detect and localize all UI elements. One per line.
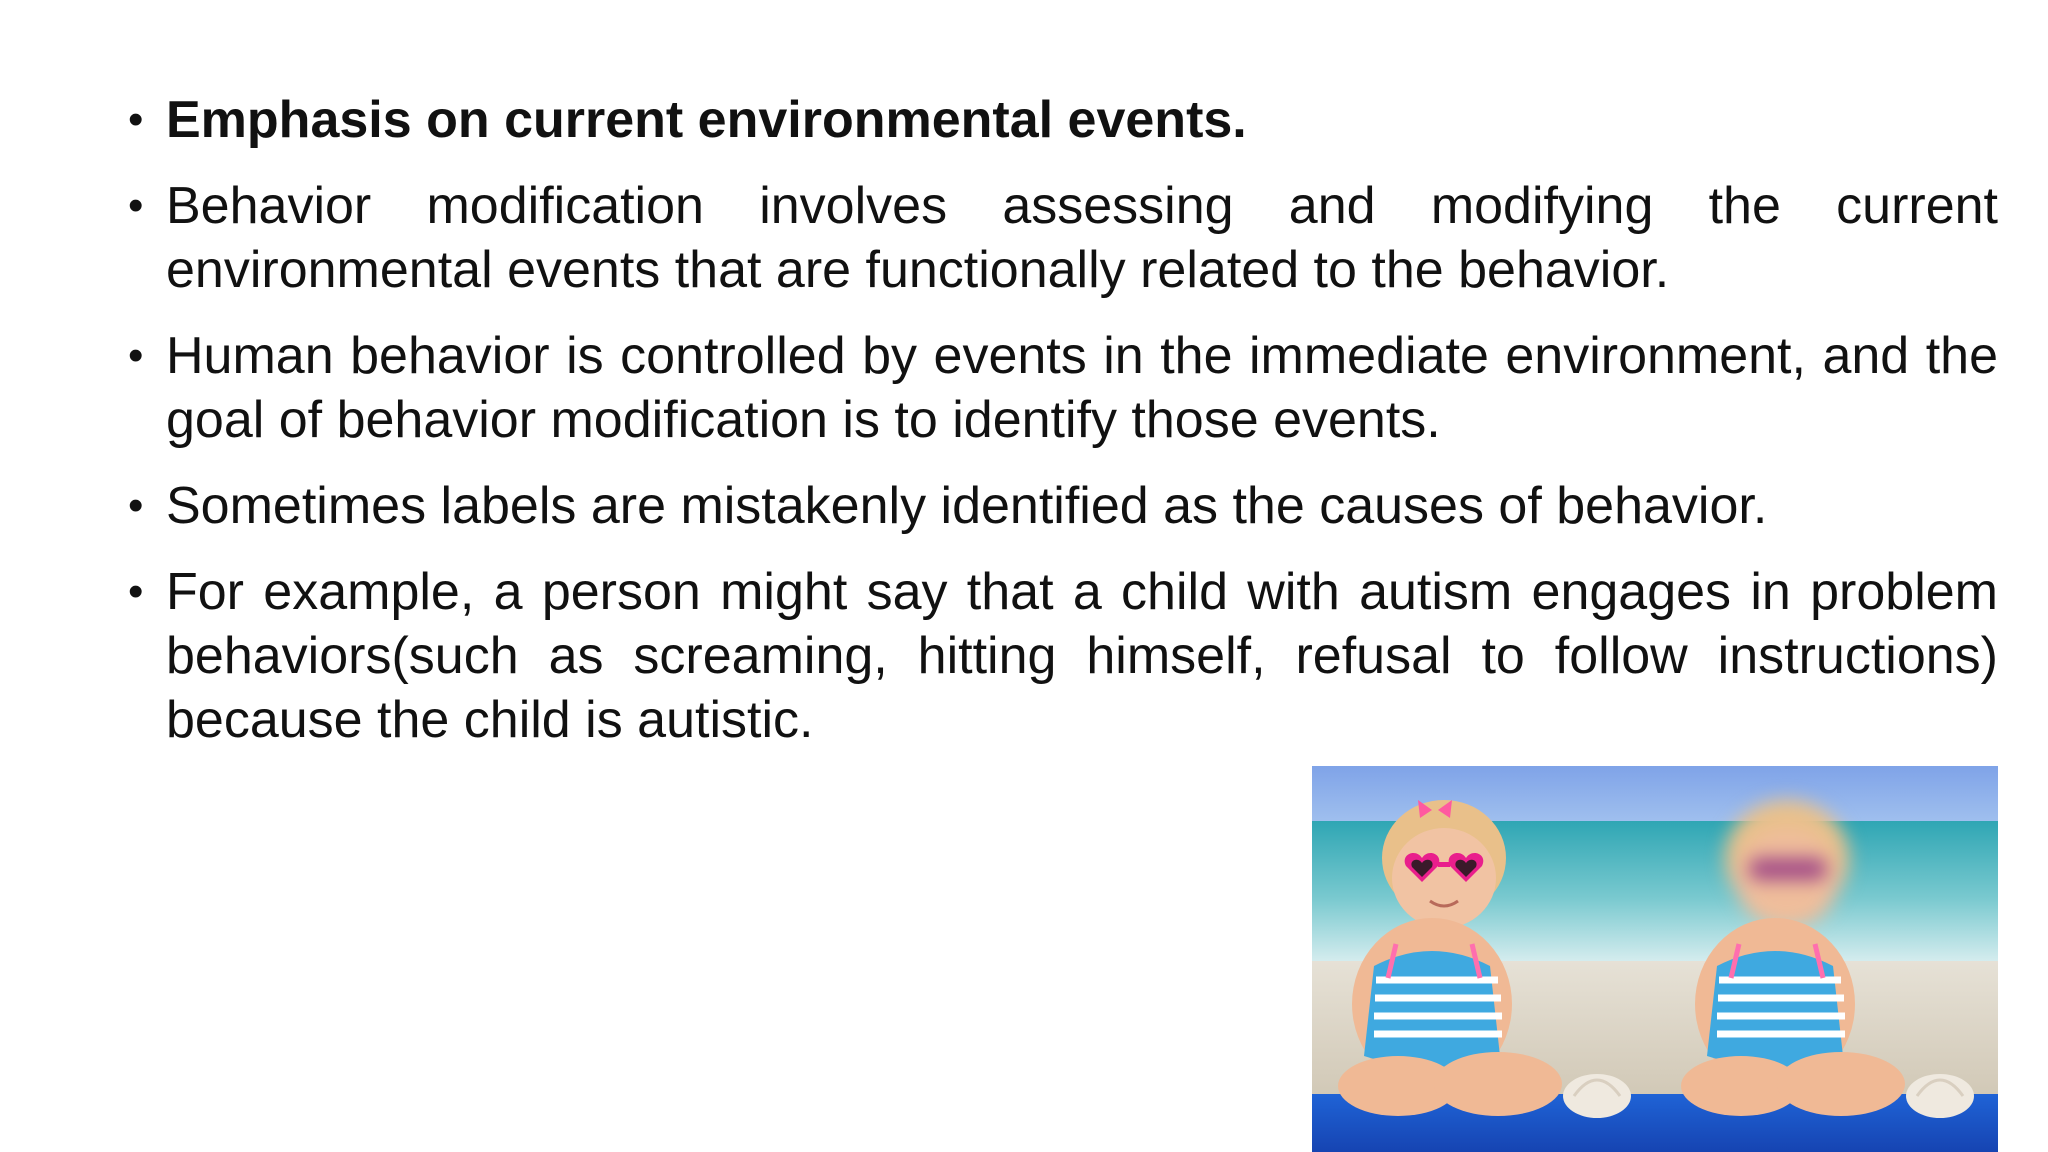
bullet-item (128, 174, 1998, 302)
blurred-face (1725, 800, 1849, 928)
bullet-text: Human behavior is controlled by events in the immediate environment, and the goal of behavior modification is to identify those events. (166, 327, 1998, 449)
child-figure (1312, 766, 1655, 1152)
bullet-dot: • (128, 567, 144, 616)
photo-panel-blurred (1655, 766, 1998, 1152)
child-figure (1655, 766, 1998, 1152)
beach-child-photo (1312, 766, 1998, 1152)
bullet-text: Behavior modification involves assessing and modifying the current environmental events that are functionally related to the behavior. (166, 177, 1998, 299)
photo-panel-clear (1312, 766, 1655, 1152)
bullet-dot: • (128, 481, 144, 530)
bullet-list (128, 88, 1998, 774)
bullet-text: For example, a person might say that a child with autism engages in problem behaviors(such as screaming, hitting himself, refusal to follow instructions) because the child is autistic. (166, 563, 1998, 749)
bullet-dot: • (128, 95, 144, 144)
bullet-item (128, 324, 1998, 452)
bullet-item (128, 474, 1998, 538)
bullet-dot: • (128, 181, 144, 230)
bullet-item (128, 560, 1998, 752)
bullet-text: Emphasis on current environmental events. (166, 91, 1247, 149)
bullet-dot: • (128, 331, 144, 380)
bullet-item (128, 88, 1998, 152)
bullet-text: Sometimes labels are mistakenly identified as the causes of behavior. (166, 477, 1768, 535)
